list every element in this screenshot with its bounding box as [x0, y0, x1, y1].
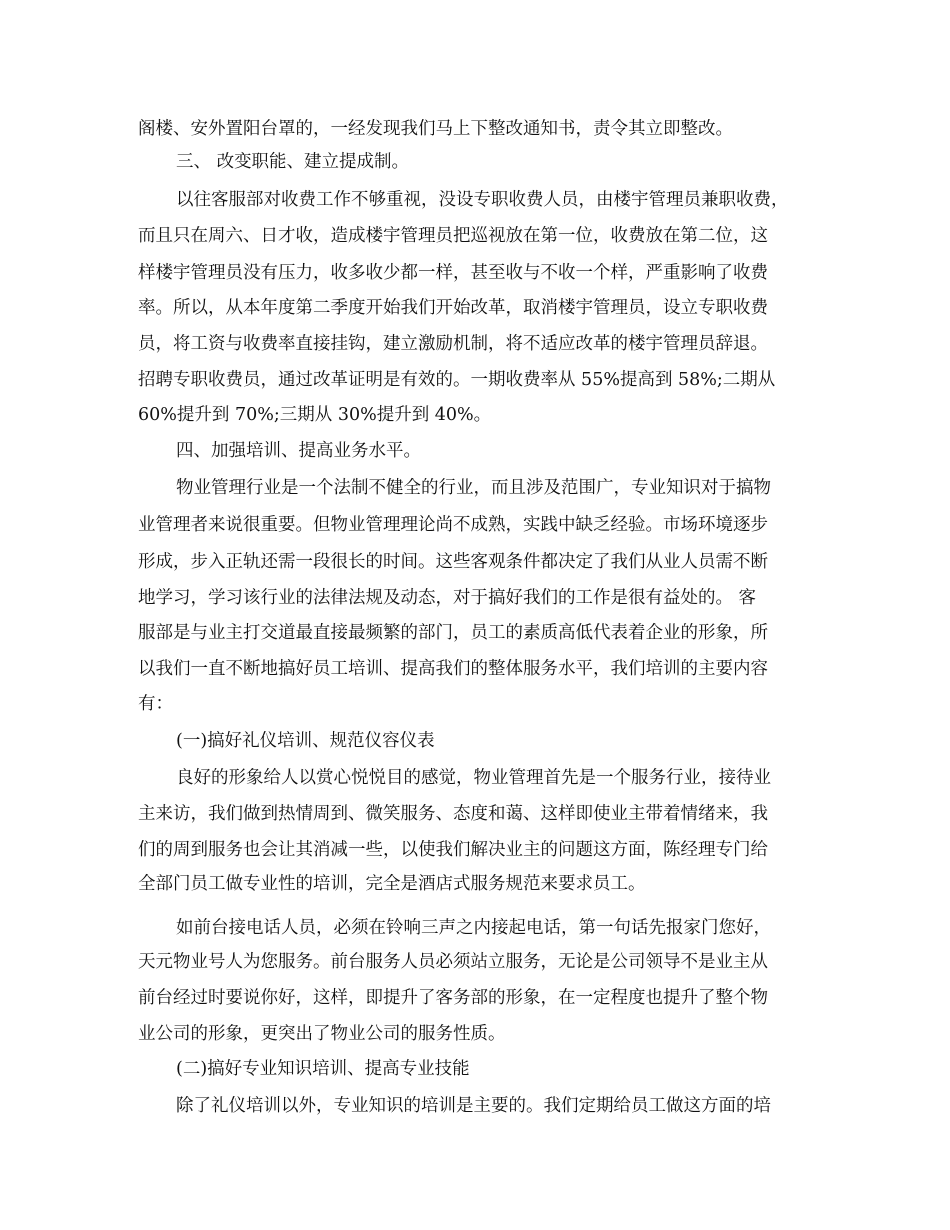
text-line: 主来访，我们做到热情周到、微笑服务、态度和蔼、这样即使业主带着情绪来，我	[138, 804, 768, 824]
text-line: 全部门员工做专业性的培训，完全是酒店式服务规范来要求员工。	[138, 874, 646, 894]
text-line: 们的周到服务也会让其消减一些，以使我们解决业主的问题这方面，陈经理专门给	[138, 840, 768, 860]
text-line: 招聘专职收费员，通过改革证明是有效的。一期收费率从 55%提高到 58%;二期从	[138, 370, 776, 390]
text-line: 除了礼仪培训以外，专业知识的培训是主要的。我们定期给员工做这方面的培	[176, 1096, 771, 1116]
text-line: 60%提升到 70%;三期从 30%提升到 40%。	[138, 405, 492, 425]
text-line: 良好的形象给人以赏心悦悦目的感觉，物业管理首先是一个服务行业，接待业	[176, 768, 771, 788]
text-line: 而且只在周六、日才收，造成楼宇管理员把巡视放在第一位，收费放在第二位，这	[138, 226, 768, 246]
text-line: 前台经过时要说你好，这样，即提升了客务部的形象，在一定程度也提升了整个物	[138, 988, 768, 1008]
text-line: 有：	[138, 694, 173, 714]
text-line: 以我们一直不断地搞好员工培训、提高我们的整体服务水平，我们培训的主要内容	[138, 659, 768, 679]
text-line: 地学习，学习该行业的法律法规及动态，对于搞好我们的工作是很有益处的。 客	[138, 588, 757, 608]
text-line: 率。所以，从本年度第二季度开始我们开始改革，取消楼宇管理员，设立专职收费	[138, 298, 768, 318]
subsection-heading: (二)搞好专业知识培训、提高专业技能	[176, 1059, 470, 1079]
text-line: 物业管理行业是一个法制不健全的行业，而且涉及范围广，专业知识对于搞物	[176, 478, 771, 498]
text-line: 样楼宇管理员没有压力，收多收少都一样，甚至收与不收一个样，严重影响了收费	[138, 263, 768, 283]
text-line: 形成，步入正轨还需一段很长的时间。这些客观条件都决定了我们从业人员需不断	[138, 552, 768, 572]
text-line: 员，将工资与收费率直接挂钩，建立激励机制，将不适应改革的楼宇管理员辞退。	[138, 334, 768, 354]
text-line: 业管理者来说很重要。但物业管理理论尚不成熟，实践中缺乏经验。市场环境逐步	[138, 515, 768, 535]
text-line: 阁楼、安外置阳台罩的，一经发现我们马上下整改通知书，责令其立即整改。	[138, 119, 733, 139]
text-line: 业公司的形象，更突出了物业公司的服务性质。	[138, 1024, 506, 1044]
section-heading: 四、加强培训、提高业务水平。	[176, 441, 421, 461]
section-heading: 三、 改变职能、建立提成制。	[176, 152, 410, 172]
text-line: 天元物业号人为您服务。前台服务人员必须站立服务，无论是公司领导不是业主从	[138, 952, 768, 972]
subsection-heading: (一)搞好礼仪培训、规范仪容仪表	[176, 731, 435, 751]
text-line: 服部是与业主打交道最直接最频繁的部门，员工的素质高低代表着企业的形象，所	[138, 623, 768, 643]
text-line: 如前台接电话人员，必须在铃响三声之内接起电话，第一句话先报家门您好，	[176, 918, 771, 938]
text-line: 以往客服部对收费工作不够重视，没设专职收费人员，由楼宇管理员兼职收费，	[176, 190, 789, 210]
